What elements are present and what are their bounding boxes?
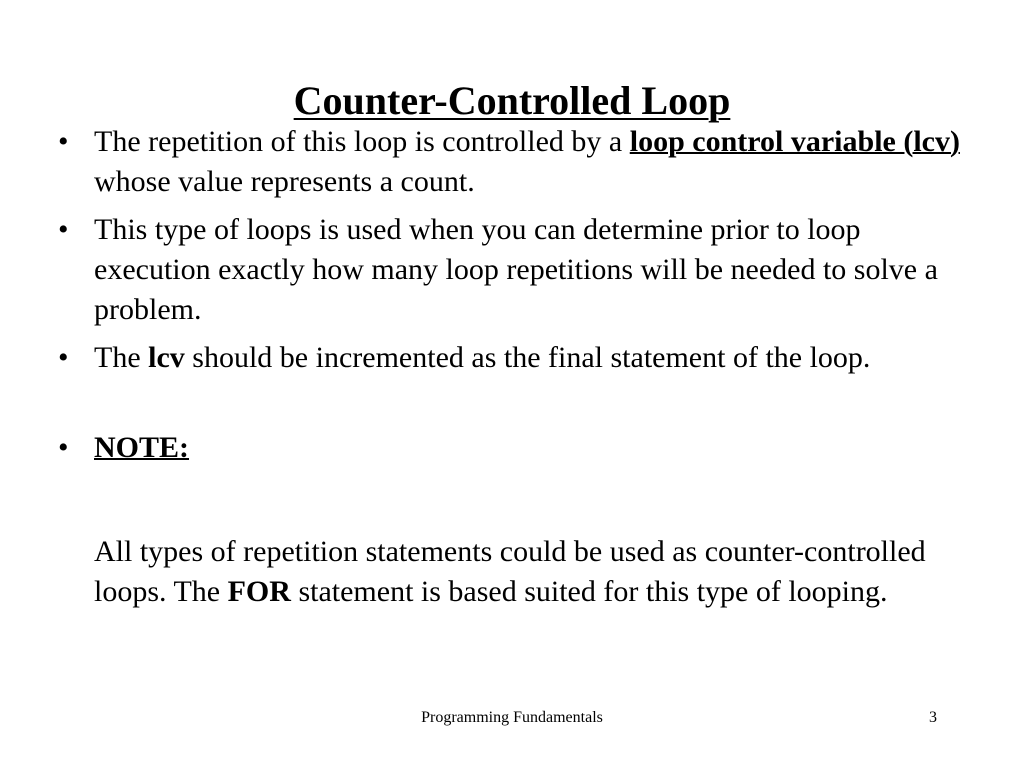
page-number: 3 bbox=[929, 709, 937, 726]
bullet-icon: • bbox=[58, 125, 69, 158]
bullet-item-increment bbox=[54, 338, 974, 378]
bullet-item-note bbox=[54, 428, 974, 468]
bullet-icon: • bbox=[58, 341, 69, 374]
bullet-item-usage bbox=[54, 210, 974, 330]
note-body bbox=[54, 532, 974, 612]
bullet-text: whose value represents a count. bbox=[94, 165, 475, 198]
bullet-icon: • bbox=[58, 213, 69, 246]
note-emphasis: FOR bbox=[227, 575, 291, 608]
bullet-item-lcv-definition bbox=[54, 122, 974, 202]
bullet-text: The bbox=[94, 341, 149, 374]
bullet-text: This type of loops is used when you can determine prior to loop execution exactly how many loop repetitions will be needed to solve a problem. bbox=[94, 213, 938, 326]
note-text: All types of repetition statements could be used as counter-controlled loops. The bbox=[94, 535, 926, 608]
bullet-emphasis: lcv bbox=[148, 341, 185, 374]
slide-title: Counter-Controlled Loop bbox=[293, 78, 731, 123]
footer-title: Programming Fundamentals bbox=[421, 709, 603, 726]
bullet-icon: • bbox=[58, 431, 69, 464]
note-heading: NOTE: bbox=[94, 431, 190, 464]
note-text: statement is based suited for this type of looping. bbox=[290, 575, 888, 608]
bullet-text: The repetition of this loop is controlled by a bbox=[94, 125, 630, 158]
bullet-emphasis: loop control variable (lcv) bbox=[629, 125, 960, 158]
bullet-list bbox=[54, 122, 974, 476]
bullet-text: should be incremented as the final statement of the loop. bbox=[184, 341, 871, 374]
